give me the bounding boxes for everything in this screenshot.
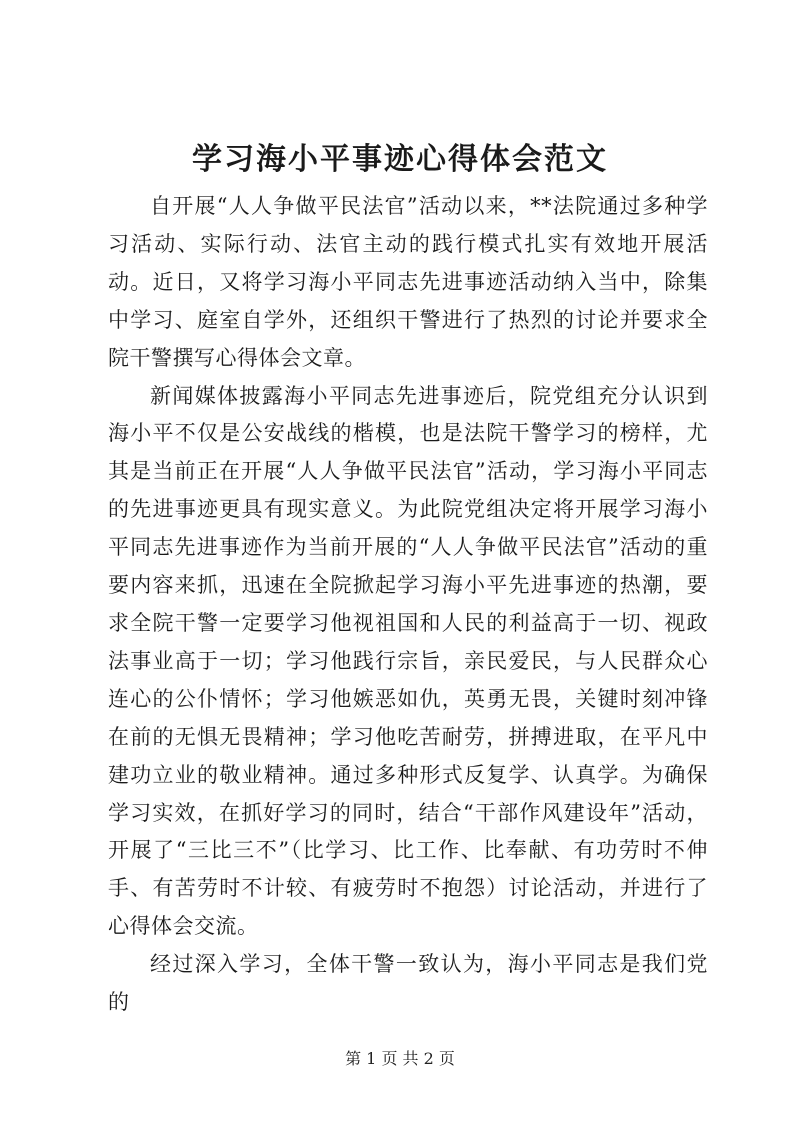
paragraph-1: 自开展“人人争做平民法官”活动以来，**法院通过多种学习活动、实际行动、法官主动的践行模式扎实有效地开展活动。近日，又将学习海小平同志先进事迹活动纳入当中，除集中学习、庭室自学外，还组织干警进行了热烈的讨论并要求全院干警撰写心得体会文章。	[108, 194, 708, 370]
document-title: 学习海小平事迹心得体会范文	[192, 142, 608, 177]
paragraph-3: 经过深入学习，全体干警一致认为，海小平同志是我们党的	[108, 952, 708, 1015]
paragraph-2: 新闻媒体披露海小平同志先进事迹后，院党组充分认识到海小平不仅是公安战线的楷模，也是法院干警学习的榜样，尤其是当前正在开展“人人争做平民法官”活动，学习海小平同志的先进事迹更具有现实意义。为此院党组决定将开展学习海小平同志先进事迹作为当前开展的“人人争做平民法官”活动的重要内容来抓，迅速在全院掀起学习海小平先进事迹的热潮，要求全院干警一定要学习他视祖国和人民的利益高于一切、视政法事业高于一切；学习他践行宗旨，亲民爱民，与人民群众心连心的公仆情怀；学习他嫉恶如仇，英勇无畏，关键时刻冲锋在前的无惧无畏精神；学习他吃苦耐劳，拼搏进取，在平凡中建功立业的敬业精神。通过多种形式反复学、认真学。为确保学习实效，在抓好学习的同时，结合“干部作风建设年”活动，开展了“三比三不”（比学习、比工作、比奉献、有功劳时不伸手、有苦劳时不计较、有疲劳时不抱怨）讨论活动，并进行了心得体会交流。	[108, 383, 708, 939]
page-footer: 第 1 页 共 2 页	[345, 1049, 455, 1068]
document-body	[108, 188, 708, 1022]
